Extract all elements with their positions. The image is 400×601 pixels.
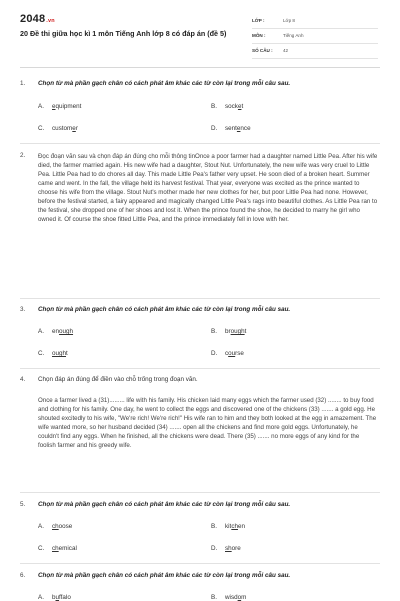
question-divider xyxy=(20,298,380,299)
question-prompt: Chọn từ mà phần gạch chân có cách phát âm khác các từ còn lại trong mỗi câu sau. xyxy=(38,572,291,579)
question-divider xyxy=(20,143,380,144)
question-number: 4. xyxy=(20,376,26,383)
question-number: 6. xyxy=(20,572,26,579)
option-c[interactable]: C. ought xyxy=(38,350,68,357)
question-prompt: Chọn từ mà phần gạch chân có cách phát âm khác các từ còn lại trong mỗi câu sau. xyxy=(38,80,291,87)
question-divider xyxy=(20,368,380,369)
option-b[interactable]: B. socket xyxy=(211,103,244,110)
option-b[interactable]: B. kitchen xyxy=(211,523,245,530)
question-number: 1. xyxy=(20,80,26,87)
meta-key: LỚP : xyxy=(252,18,265,23)
option-a[interactable]: A. choose xyxy=(38,523,73,530)
option-a[interactable]: A. buffalo xyxy=(38,594,71,601)
meta-key: SỐ CÂU : xyxy=(252,48,273,53)
option-a[interactable]: A. equipment xyxy=(38,103,82,110)
option-a[interactable]: A. enough xyxy=(38,328,74,335)
option-b[interactable]: B. brought xyxy=(211,328,247,335)
meta-value: Lớp 8 xyxy=(283,18,295,23)
question-number: 5. xyxy=(20,501,26,508)
question-divider xyxy=(20,492,380,493)
document-title: 20 Đề thi giữa học kì 1 môn Tiếng Anh lớp 8 có đáp án (đề 5) xyxy=(20,29,227,38)
option-d[interactable]: D. shore xyxy=(211,545,241,552)
question-number: 2. xyxy=(20,152,26,159)
reading-passage: Đọc đoạn văn sau và chọn đáp án đúng cho mỗi thông tinOnce a poor farmer had a daughter named Little Pea. After his wife died, the farmer married again. His new wife had a daughter, Stout Nut. Unfortunately, the new wife was very cruel to Little Pea. Little Pea had to do chores all day. This made Little Pea's father very upset. He soon died of a broken heart. Summer came and went. In the fall, the village held its harvest festival. That year, everyone was excited as the prince wanted to choose his wife from the village. Stout Nut's mother made her new clothes for her, but poor Little Pea had none. However, before the festival started, a fairy appeared and magically changed Little Pea's rags into beautiful clothes. As Little Pea ran to the festival, she dropped one of her shoes and lost it. When the prince found the shoe, he decided to marry he girl who owned it. Of course the shoe fitted Little Pea, and the prince immediately fell in love with her. xyxy=(38,153,378,223)
meta-value: Tiếng Anh xyxy=(283,33,304,38)
page-header xyxy=(0,0,400,62)
meta-row-subject xyxy=(252,29,378,44)
option-d[interactable]: D. sentence xyxy=(211,125,251,132)
question-prompt: Chọn từ mà phần gạch chân có cách phát âm khác các từ còn lại trong mỗi câu sau. xyxy=(38,306,291,313)
question-prompt: Chọn từ mà phần gạch chân có cách phát âm khác các từ còn lại trong mỗi câu sau. xyxy=(38,501,291,508)
question-divider xyxy=(20,563,380,564)
site-logo[interactable]: 2048.vn xyxy=(20,13,55,25)
option-c[interactable]: C. chemical xyxy=(38,545,77,552)
cloze-passage: Once a farmer lived a (31)......... life with his family. His chicken laid many eggs which the farmer used (32) ........ to buy food and clothing for his family. One day, he went to collect the eggs and discovered one of the chickens (33) ....... a gold egg. He shouted excitedly to his wife, "We're rich! We're rich!" His wife ran to him and they both looked at the egg in amazement. The wife wanted more, so her husband decided (34) ....... open all the chickens and find more gold eggs. Unfortunately, he couldn't find any eggs. When he finished, all the chickens were dead. There (35) ....... no more eggs of any kind for the foolish farmer and his greedy wife. xyxy=(38,397,377,449)
meta-row-grade xyxy=(252,14,378,29)
meta-value: 42 xyxy=(283,48,289,53)
header-divider xyxy=(20,67,380,68)
option-b[interactable]: B. wisdom xyxy=(211,594,247,601)
meta-row-count xyxy=(252,44,378,59)
option-d[interactable]: D. course xyxy=(211,350,244,357)
meta-key: MÔN : xyxy=(252,33,266,38)
question-prompt: Chọn đáp án đúng để điền vào chỗ trống trong đoạn văn. xyxy=(38,376,198,383)
question-number: 3. xyxy=(20,306,26,313)
option-c[interactable]: C. customer xyxy=(38,125,78,132)
